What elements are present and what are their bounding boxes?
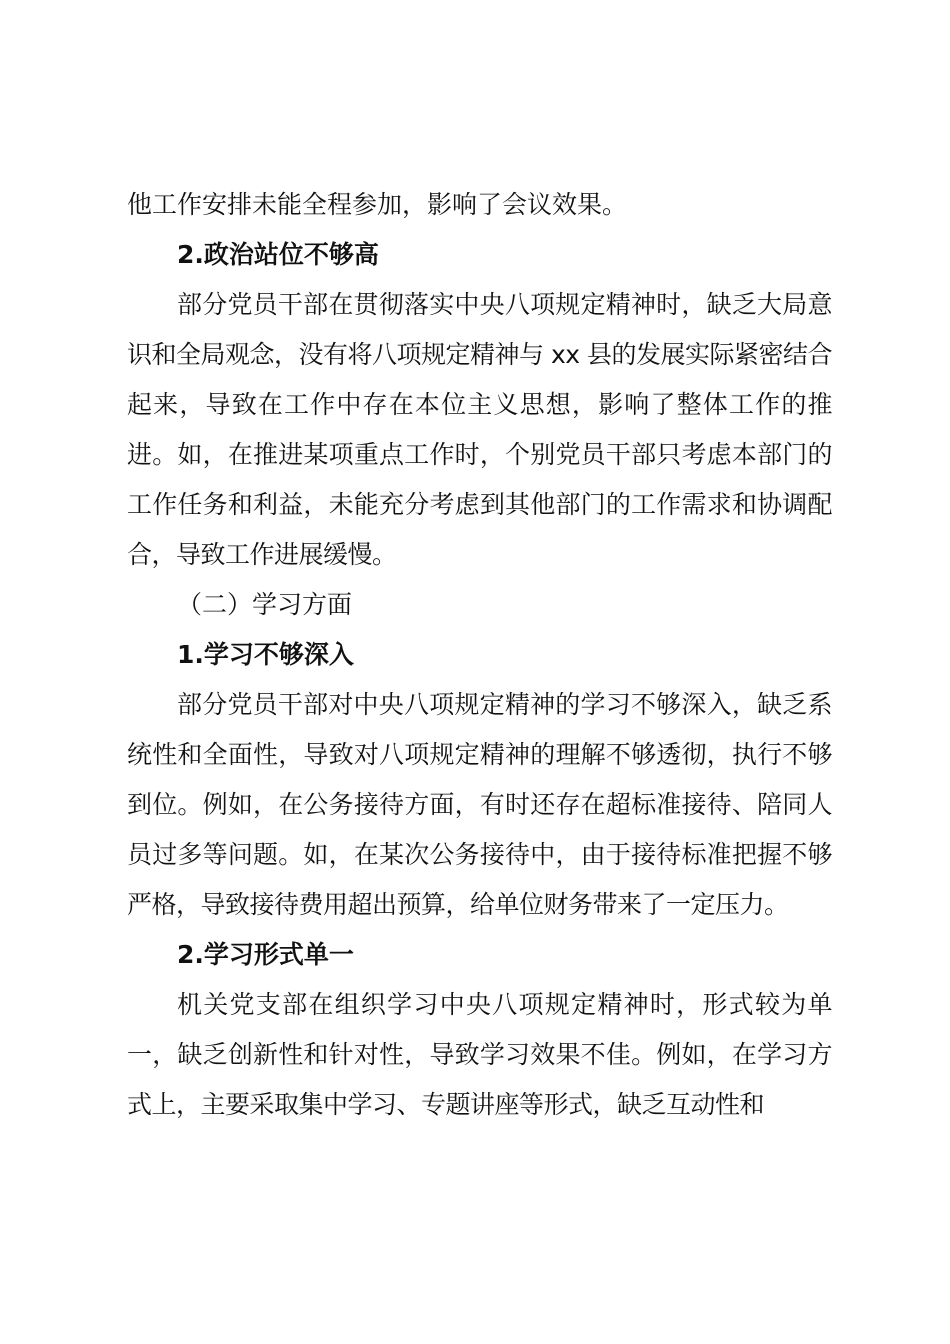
paragraph-continuation: 他工作安排未能全程参加，影响了会议效果。 xyxy=(127,190,628,219)
document-page xyxy=(127,180,832,1130)
section-title-study: （二）学习方面 xyxy=(177,590,353,619)
paragraph-study-form: 机关党支部在组织学习中央八项规定精神时，形式较为单一，缺乏创新性和针对性，导致学习效果不佳。例如，在学习方式上，主要采取集中学习、专题讲座等形式，缺乏互动性和 xyxy=(127,990,832,1119)
heading-political-stance: 2.政治站位不够高 xyxy=(177,240,379,269)
heading-study-form: 2.学习形式单一 xyxy=(177,940,354,969)
heading-study-depth: 1.学习不够深入 xyxy=(177,640,354,669)
paragraph-political-stance: 部分党员干部在贯彻落实中央八项规定精神时，缺乏大局意识和全局观念，没有将八项规定精神与 xx 县的发展实际紧密结合起来，导致在工作中存在本位主义思想，影响了整体工作的推进。如，在推进某项重点工作时，个别党员干部只考虑本部门的工作任务和利益，未能充分考虑到其他部门的工作需求和协调配合，导致工作进展缓慢。 xyxy=(127,290,832,569)
paragraph-study-depth: 部分党员干部对中央八项规定精神的学习不够深入，缺乏系统性和全面性，导致对八项规定精神的理解不够透彻，执行不够到位。例如，在公务接待方面，有时还存在超标准接待、陪同人员过多等问题。如，在某次公务接待中，由于接待标准把握不够严格，导致接待费用超出预算，给单位财务带来了一定压力。 xyxy=(127,690,832,919)
